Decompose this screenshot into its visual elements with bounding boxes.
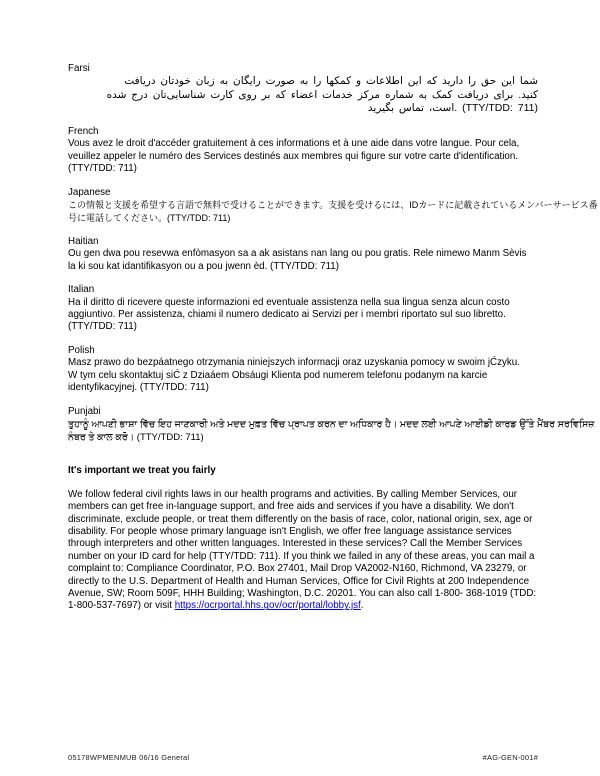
language-text-line: ਤੁਹਾਨੂੰ ਆਪਣੀ ਭਾਸ਼ਾ ਵਿੱਚ ਇਹ ਜਾਣਕਾਰੀ ਅਤੇ ਮਦਦ ਮੁਫ਼ਤ ਵਿੱਚ ਪ੍ਰਾਪਤ ਕਰਨ ਦਾ ਅਧਿਕਾਰ ਹੈ। ਮਦਦ ਲਈ ਆਪਣੇ ਆਈਡੀ ਕਾਰਡ ਉੱਤੇ ਮੈਂਬਰ ਸਰਵਿਸਿਜ਼ <box>68 418 595 430</box>
language-text <box>68 418 595 444</box>
language-text-line: la ki sou kat idantifikasyon ou a pou jwenn èd. (TTY/TDD: 711) <box>68 260 339 272</box>
fair-treatment-body-end: . <box>360 600 364 612</box>
language-section-farsi <box>68 63 538 115</box>
fair-treatment-paragraph <box>68 489 538 613</box>
language-label: Punjabi <box>68 405 101 417</box>
language-text-line: この情報と支援を希望する言語で無料で受けることができます。支援を受けるには、IDカードに記載されているメンバーサービス番 <box>68 200 598 211</box>
language-text <box>68 199 598 225</box>
language-sections <box>68 63 598 444</box>
language-label: French <box>68 126 99 138</box>
language-text-line: veuillez appeler le numéro des Services destinés aux membres qui figure sur votre carte d'identification. <box>68 150 519 162</box>
footer-doc-code: #AG-GEN-001# <box>482 753 538 762</box>
language-text-line: شما این حق را دارید که این اطلاعات و کمکها را به صورت رایگان به زبان خودتان دریافت <box>124 75 538 88</box>
language-text-line: 号に電話してください。(TTY/TDD: 711) <box>68 213 231 224</box>
language-text-line: Masz prawo do bezpáatnego otrzymania niniejszych informacji oraz uzyskania pomocy w swoim jĆzyku. <box>68 357 520 369</box>
language-label: Japanese <box>68 186 111 198</box>
language-text <box>68 357 538 394</box>
language-text-line: aggiuntivo. Per assistenza, chiami il numero dedicato ai Servizi per i membri riportato sul suo libretto. <box>68 309 506 321</box>
language-text-line: کنید. برای دریافت کمک به شماره مرکز خدمات اعضاء که بر روی کارت شناسایی‌تان درج شده <box>106 88 538 101</box>
language-section-polish <box>68 345 538 395</box>
language-section-haitian <box>68 236 538 273</box>
language-text-line: (TTY/TDD: 711) <box>68 163 137 175</box>
page-footer <box>68 753 538 762</box>
language-text-line: ਨੰਬਰ ਤੇ ਕਾਲ ਕਰੋ। (TTY/TDD: 711) <box>68 432 204 444</box>
language-text-line: identyfikacyjnej. (TTY/TDD: 711) <box>68 382 209 394</box>
language-section-italian <box>68 284 538 334</box>
language-text <box>68 297 538 334</box>
language-text <box>68 138 538 175</box>
language-text-line: است، تماس بگیرید. (TTY/TDD: 711) <box>367 101 538 114</box>
language-label: Haitian <box>68 236 99 248</box>
fair-treatment-body-text: We follow federal civil rights laws in our health programs and activities. By calling Member Services, our members can get free in-language support, and free aids and services if you have a disability. We don't discriminate, exclude people, or treat them differently on the basis of race, color, national origin, sex, age or disability. For people whose primary language isn't English, we offer free language assistance services through interpreters and other written languages. Interested in these services? Call the Member Services number on your ID card for help (TTY/TDD: 711). If you think we failed in any of these areas, you can mail a complaint to: Compliance Coordinator, P.O. Box 27401, Mail Drop VA2002-N160, Richmond, VA 23279, or directly to the U.S. Department of Health and Human Services, Office for Civil Rights at 200 Independence Avenue, SW; Room 509F, HHH Building; Washington, D.C. 20201. You can also call 1-800- 368-1019 (TDD: 1-800-537-7697) or visit <box>68 488 537 612</box>
language-text-line: Ha il diritto di ricevere queste informazioni ed eventuale assistenza nella sua lingua senza alcun costo <box>68 296 510 308</box>
language-text-line: W tym celu skontaktuj siĆ z Dziaáem Obsáugi Klienta pod numerem telefonu podanym na karcie <box>68 369 488 381</box>
document-content <box>68 63 598 613</box>
language-text <box>68 248 538 273</box>
footer-form-number: 05178WPMENMUB 06/16 General <box>68 753 190 762</box>
language-label: Farsi <box>68 63 90 74</box>
fair-treatment-heading: It's important we treat you fairly <box>68 465 216 477</box>
language-label: Italian <box>68 284 95 296</box>
language-section-french <box>68 126 538 176</box>
language-text <box>68 75 538 115</box>
language-text-line: Ou gen dwa pou resevwa enfòmasyon sa a ak asistans nan lang ou pou gratis. Rele nimewo Manm Sèvis <box>68 248 527 260</box>
language-section-japanese <box>68 186 598 225</box>
language-text-line: (TTY/TDD: 711) <box>68 321 137 333</box>
ocr-portal-link[interactable]: https://ocrportal.hhs.gov/ocr/portal/lobby.jsf <box>174 600 361 612</box>
language-section-punjabi <box>68 405 595 445</box>
language-label: Polish <box>68 344 95 356</box>
language-text-line: Vous avez le droit d'accéder gratuitement à ces informations et à une aide dans votre langue. Pour cela, <box>68 138 520 150</box>
